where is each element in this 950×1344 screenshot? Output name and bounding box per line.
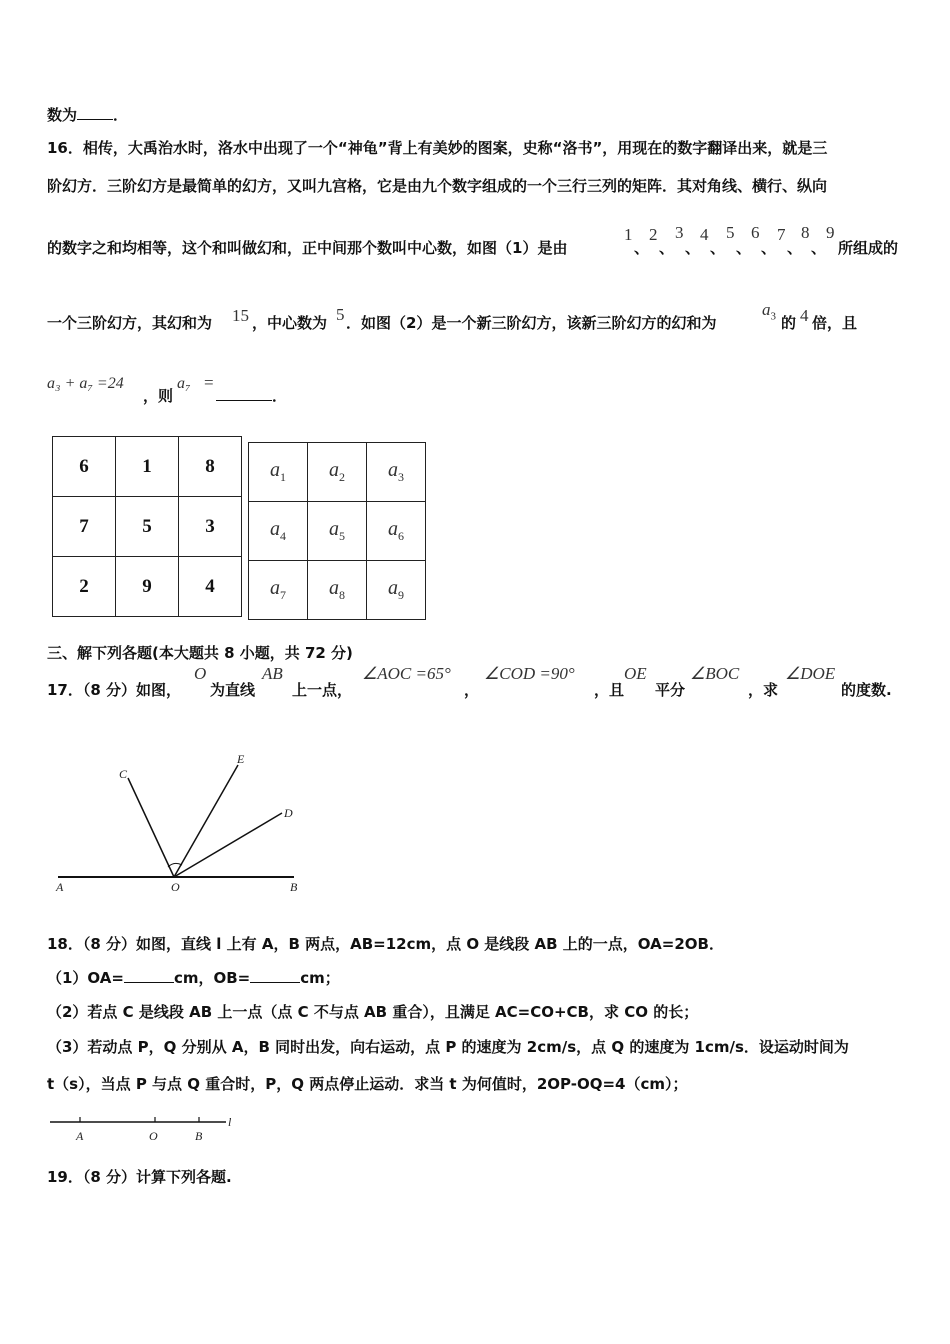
sep-5: 、	[736, 239, 752, 257]
four: 4	[800, 306, 809, 325]
grid2-cell	[367, 502, 426, 561]
q17-boc: ∠BOC	[690, 664, 740, 683]
q16-line4-e: 倍，且	[812, 314, 858, 332]
q17-t2: 上一点，	[292, 681, 353, 699]
q18-unit: cm；	[300, 969, 340, 987]
q16-line5-b: ，则	[143, 387, 174, 405]
sep-1: 、	[634, 239, 650, 257]
q17-comma: ，	[464, 681, 480, 699]
digit-3: 3	[675, 223, 684, 242]
section-heading: 三、解下列各题(本大题共 8 小题，共 72 分)	[47, 644, 353, 662]
top-fragment	[47, 104, 128, 125]
q16-line3-text: 的数字之和均相等，这个和叫做幻和，正中间那个数叫中心数，如图（1）是由	[47, 239, 568, 257]
sep-8: 、	[811, 239, 827, 257]
a-letter: a	[329, 459, 339, 481]
top-text: 数为	[47, 106, 78, 124]
answer-blank	[77, 119, 113, 120]
q17-cod: ∠COD =90°	[484, 664, 575, 683]
a3-symbol	[762, 300, 776, 322]
q17-t4: 平分	[655, 681, 686, 699]
sep-7: 、	[787, 239, 803, 257]
q16-line3	[47, 237, 567, 258]
answer-blank-16	[216, 400, 272, 401]
digit-7: 7	[777, 225, 786, 244]
grid2-cell	[308, 502, 367, 561]
label-D: D	[284, 806, 293, 820]
a-letter: a	[270, 459, 280, 481]
a-sub: 3	[398, 470, 404, 484]
q17-OE: OE	[624, 664, 647, 683]
label-B: B	[195, 1129, 203, 1143]
digit-4: 4	[700, 225, 709, 244]
q16-end-dot: ．	[272, 387, 288, 405]
q17-AB: AB	[262, 664, 283, 683]
magic-sum: 15	[232, 306, 249, 325]
q17-O: O	[194, 664, 207, 683]
label-B: B	[290, 880, 298, 894]
q16-line3-end: 所组成的	[838, 239, 899, 257]
q19: 19．（8 分）计算下列各题.	[47, 1168, 232, 1186]
a-letter: a	[388, 577, 398, 599]
q18-line1: 18．（8 分）如图，直线 l 上有 A，B 两点，AB=12cm，点 O 是线段 AB 上的一点，OA=2OB．	[47, 935, 724, 953]
label-l: l	[228, 1115, 232, 1129]
sep-2: 、	[659, 239, 675, 257]
digit-8: 8	[801, 223, 810, 242]
q18-line3: （2）若点 C 是线段 AB 上一点（点 C 不与点 AB 重合），且满足 AC=CO+CB，求 CO 的长；	[47, 1003, 699, 1021]
condition-formula: a₃ + a₇ =24	[47, 375, 124, 392]
sep-3: 、	[685, 239, 701, 257]
grid1-cell: 1	[116, 437, 179, 497]
q18-oa-label: （1）OA=	[47, 969, 124, 987]
grid1-cell: 7	[53, 497, 116, 557]
label-A: A	[56, 880, 64, 894]
grid2-cell	[367, 443, 426, 502]
label-O: O	[149, 1129, 158, 1143]
grid1-cell: 9	[116, 557, 179, 617]
grid1-cell: 6	[53, 437, 116, 497]
a-letter: a	[329, 518, 339, 540]
q16-line4-c: ．如图（2）是一个新三阶幻方，该新三阶幻方的幻和为	[346, 314, 717, 332]
grid1-cell: 3	[179, 497, 242, 557]
ray-OD	[174, 813, 282, 877]
ob-blank	[250, 982, 300, 983]
a-letter: a	[388, 459, 398, 481]
q17-t6: 的度数.	[841, 681, 892, 699]
grid2-cell	[367, 561, 426, 620]
a3-sub: 3	[770, 310, 776, 323]
digit-1: 1	[624, 225, 633, 244]
equals: =	[204, 373, 214, 392]
a-sub: 9	[398, 588, 404, 602]
magic-square-1	[52, 436, 242, 617]
a-sub: 8	[339, 588, 345, 602]
q16-line4-d: 的	[781, 314, 797, 332]
oa-blank	[124, 982, 174, 983]
a-letter: a	[270, 577, 280, 599]
label-E: E	[237, 752, 245, 766]
grid1-cell: 2	[53, 557, 116, 617]
digit-5: 5	[726, 223, 735, 242]
grid1-cell: 8	[179, 437, 242, 497]
magic-square-2	[248, 442, 426, 620]
grid2-cell	[249, 502, 308, 561]
figure-18	[44, 1108, 244, 1148]
q16-line2: 阶幻方．三阶幻方是最简单的幻方，又叫九宫格，它是由九个数字组成的一个三行三列的矩阵．其对角线、横行、纵向	[47, 177, 828, 195]
q17-t3: ，且	[594, 681, 625, 699]
sep-4: 、	[710, 239, 726, 257]
grid2-cell	[308, 443, 367, 502]
label-C: C	[119, 767, 128, 781]
a-letter: a	[388, 518, 398, 540]
a-sub: 4	[280, 529, 286, 543]
a3-letter: a	[762, 300, 771, 319]
q16-line4-a: 一个三阶幻方，其幻和为	[47, 314, 213, 332]
q18-line2	[47, 967, 340, 988]
q17-t1: 为直线	[210, 681, 256, 699]
q16-line4-b: ，中心数为	[252, 314, 328, 332]
label-O: O	[171, 880, 180, 894]
grid1-cell: 5	[116, 497, 179, 557]
digit-9: 9	[826, 223, 835, 242]
digit-2: 2	[649, 225, 658, 244]
label-A: A	[76, 1129, 84, 1143]
grid2-cell	[249, 443, 308, 502]
figure-17	[40, 745, 320, 905]
a-sub: 6	[398, 529, 404, 543]
a-letter: a	[329, 577, 339, 599]
q17-t5: ，求	[748, 681, 779, 699]
q18-line5: t（s），当点 P 与点 Q 重合时，P，Q 两点停止运动．求当 t 为何值时，2OP-OQ=4（cm）；	[47, 1075, 688, 1093]
ray-OE	[174, 765, 238, 877]
q17-pre: 17．（8 分）如图，	[47, 681, 182, 699]
a-sub: 5	[339, 529, 345, 543]
q16-answer	[216, 385, 287, 406]
q18-ob-label: cm，OB=	[173, 969, 251, 987]
a-letter: a	[270, 518, 280, 540]
grid2-cell	[308, 561, 367, 620]
center-number: 5	[336, 305, 345, 324]
q17-aoc: ∠AOC =65°	[362, 664, 451, 683]
a7-symbol: a₇	[177, 375, 191, 392]
sep-6: 、	[761, 239, 777, 257]
a-sub: 7	[280, 588, 286, 602]
q17-doe: ∠DOE	[785, 664, 836, 683]
a-sub: 2	[339, 470, 345, 484]
grid1-cell: 4	[179, 557, 242, 617]
period: ．	[113, 106, 129, 124]
q18-line4: （3）若动点 P，Q 分别从 A，B 同时出发，向右运动，点 P 的速度为 2cm/s，点 Q 的速度为 1cm/s．设运动时间为	[47, 1038, 849, 1056]
ray-OC	[128, 778, 174, 877]
grid2-cell	[249, 561, 308, 620]
q16-line1: 16．相传，大禹治水时，洛水中出现了一个“神龟”背上有美妙的图案，史称“洛书”，用现在的数字翻译出来，就是三	[47, 139, 828, 157]
digit-6: 6	[751, 223, 760, 242]
a-sub: 1	[280, 470, 286, 484]
